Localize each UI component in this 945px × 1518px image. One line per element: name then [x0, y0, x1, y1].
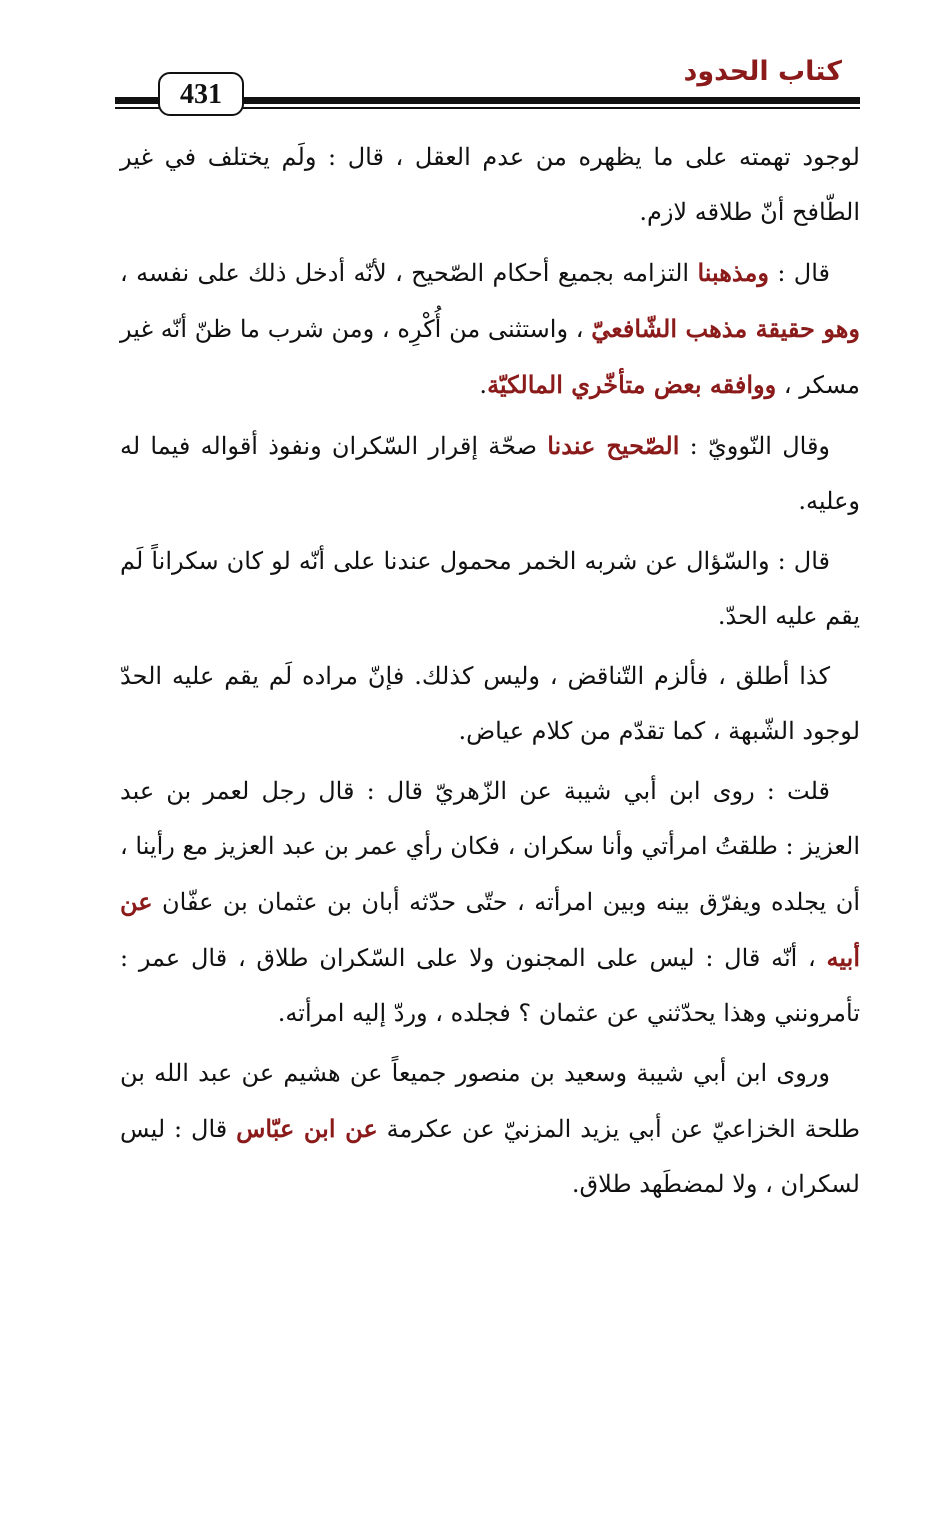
paragraph-4 [120, 534, 860, 644]
paragraph-7 [120, 1046, 860, 1212]
text-segment: قال : ليس لسكران ، ولا لمضطَهد طلاق. [120, 1115, 860, 1198]
text-segment: قال : والسّؤال عن شربه الخمر محمول عندنا على أنّه لو كان سكراناً لَم يقم عليه الحدّ. [120, 547, 860, 630]
text-segment: قلت : روى ابن أبي شيبة عن الزّهريّ قال : قال رجل لعمر بن عبد العزيز : طلقتُ امرأتي وأنا سكران ، فكان رأي عمر بن عبد العزيز مع رأينا ، أن يجلده ويفرّق بينه وبين امرأته ، حتّى حدّثه أبان بن عثمان بن عفّان [120, 777, 860, 916]
paragraph-1 [120, 130, 860, 240]
text-segment: صحّة إقرار السّكران ونفوذ أقواله فيما له وعليه. [120, 432, 860, 515]
paragraph-2 [120, 245, 860, 413]
highlight-segment: عن أبيه [120, 887, 860, 972]
highlight-segment: الصّحيح عندنا [547, 431, 680, 460]
text-segment: لوجود تهمته على ما يظهره من عدم العقل ، قال : ولَم يختلف في غير الطّافح أنّ طلاقه لازم. [120, 143, 860, 226]
text-segment: . [479, 371, 488, 399]
page-number: 431 [158, 72, 244, 116]
text-segment: وروى ابن أبي شيبة وسعيد بن منصور جميعاً عن هشيم عن عبد الله بن طلحة الخزاعيّ عن أبي يزيد المزنيّ عن عكرمة [120, 1059, 860, 1143]
highlight-segment: وهو حقيقة مذهب الشّافعيّ [591, 314, 861, 343]
page-body [120, 130, 860, 1217]
text-segment: كذا أطلق ، فألزم التّناقض ، وليس كذلك. فإنّ مراده لَم يقم عليه الحدّ لوجود الشّبهة ، كما تقدّم من كلام عياض. [120, 662, 860, 745]
highlight-segment: عن ابن عبّاس [236, 1114, 378, 1143]
text-segment: ، واستثنى من أُكْرِه ، ومن شرب ما ظنّ أنّه غير مسكر ، [120, 315, 860, 399]
text-segment: ، أنّه قال : ليس على المجنون ولا على السّكران طلاق ، قال عمر : تأمرونني وهذا يحدّثني عن عثمان ؟ فجلده ، وردّ إليه امرأته. [120, 944, 860, 1027]
highlight-segment: ومذهبنا [697, 258, 769, 287]
text-segment: وقال النّوويّ : [679, 432, 831, 460]
paragraph-6 [120, 764, 860, 1041]
page-header [115, 50, 860, 120]
text-segment: التزامه بجميع أحكام الصّحيح ، لأنّه أدخل ذلك على نفسه ، [120, 259, 698, 287]
paragraph-3 [120, 418, 860, 529]
text-segment: قال : [768, 259, 830, 287]
chapter-title: كتاب الحدود [683, 56, 842, 87]
highlight-segment: ووافقه بعض متأخّري المالكيّة [487, 370, 777, 399]
paragraph-5 [120, 649, 860, 759]
